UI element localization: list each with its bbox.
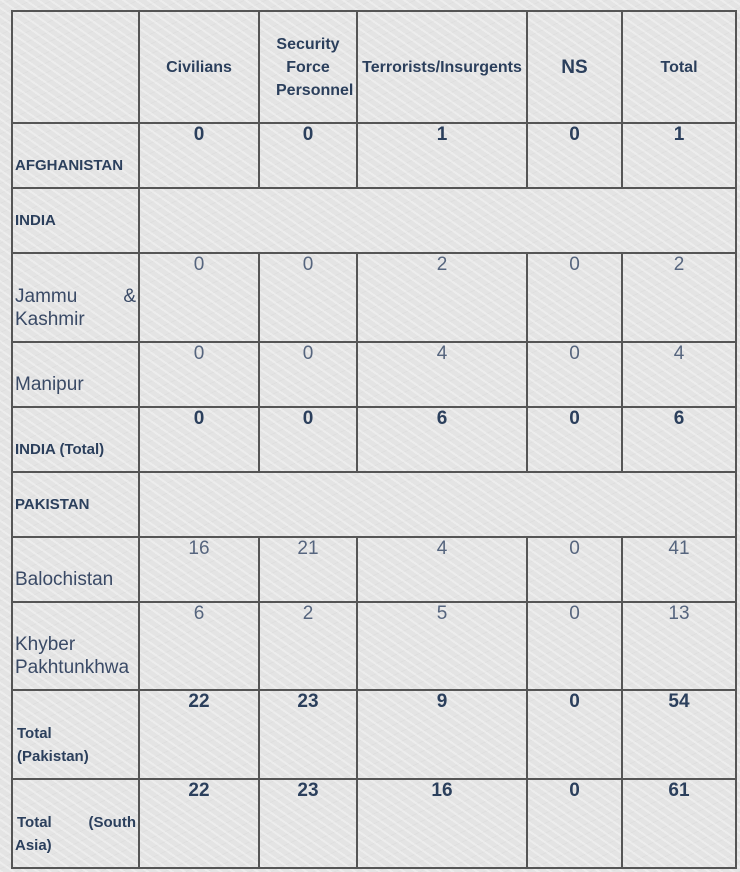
header-total: Total [622, 11, 736, 123]
cell-total: 61 [622, 779, 736, 868]
cell-terrorists: 9 [357, 690, 527, 779]
row-label: AFGHANISTAN [12, 123, 139, 188]
table-row [12, 602, 736, 690]
cell-total: 54 [622, 690, 736, 779]
cell-civilians: 6 [139, 602, 259, 690]
cell-terrorists: 16 [357, 779, 527, 868]
cell-terrorists: 5 [357, 602, 527, 690]
cell-security-force: 23 [259, 690, 357, 779]
cell-ns: 0 [527, 779, 622, 868]
section-label: INDIA [12, 188, 139, 253]
cell-total: 2 [622, 253, 736, 342]
cell-civilians: 0 [139, 253, 259, 342]
cell-ns: 0 [527, 253, 622, 342]
fatalities-table [11, 10, 737, 869]
cell-terrorists: 4 [357, 537, 527, 602]
cell-civilians: 22 [139, 690, 259, 779]
section-label: PAKISTAN [12, 472, 139, 537]
cell-security-force: 0 [259, 342, 357, 407]
cell-total: 41 [622, 537, 736, 602]
header-ns: NS [527, 11, 622, 123]
section-row [12, 472, 736, 537]
header-country [12, 11, 139, 123]
cell-security-force: 21 [259, 537, 357, 602]
cell-ns: 0 [527, 690, 622, 779]
cell-total: 6 [622, 407, 736, 472]
cell-security-force: 0 [259, 253, 357, 342]
section-row [12, 188, 736, 253]
row-label: Total (South Asia) [12, 779, 139, 868]
table-row [12, 342, 736, 407]
cell-civilians: 0 [139, 407, 259, 472]
row-label: Total (Pakistan) [12, 690, 139, 779]
cell-terrorists: 6 [357, 407, 527, 472]
row-label: Jammu & Kashmir [12, 253, 139, 342]
cell-total: 13 [622, 602, 736, 690]
cell-terrorists: 4 [357, 342, 527, 407]
cell-security-force: 0 [259, 123, 357, 188]
cell-total: 4 [622, 342, 736, 407]
header-civilians: Civilians [139, 11, 259, 123]
cell-terrorists: 2 [357, 253, 527, 342]
table-header-row [12, 11, 736, 123]
row-label: Khyber Pakhtunkhwa [12, 602, 139, 690]
row-label: Manipur [12, 342, 139, 407]
table-row [12, 537, 736, 602]
row-label: INDIA (Total) [12, 407, 139, 472]
section-spacer [139, 188, 736, 253]
table-row [12, 779, 736, 868]
cell-civilians: 0 [139, 123, 259, 188]
section-spacer [139, 472, 736, 537]
cell-total: 1 [622, 123, 736, 188]
cell-ns: 0 [527, 537, 622, 602]
cell-civilians: 22 [139, 779, 259, 868]
cell-ns: 0 [527, 123, 622, 188]
cell-security-force: 2 [259, 602, 357, 690]
cell-ns: 0 [527, 602, 622, 690]
header-security-force: Security Force Personnel [259, 11, 357, 123]
cell-security-force: 0 [259, 407, 357, 472]
cell-ns: 0 [527, 342, 622, 407]
cell-civilians: 16 [139, 537, 259, 602]
table-row [12, 123, 736, 188]
cell-ns: 0 [527, 407, 622, 472]
cell-security-force: 23 [259, 779, 357, 868]
cell-civilians: 0 [139, 342, 259, 407]
row-label: Balochistan [12, 537, 139, 602]
header-terrorists: Terrorists/Insurgents [357, 11, 527, 123]
table-row [12, 253, 736, 342]
table-row [12, 690, 736, 779]
cell-terrorists: 1 [357, 123, 527, 188]
table-row [12, 407, 736, 472]
